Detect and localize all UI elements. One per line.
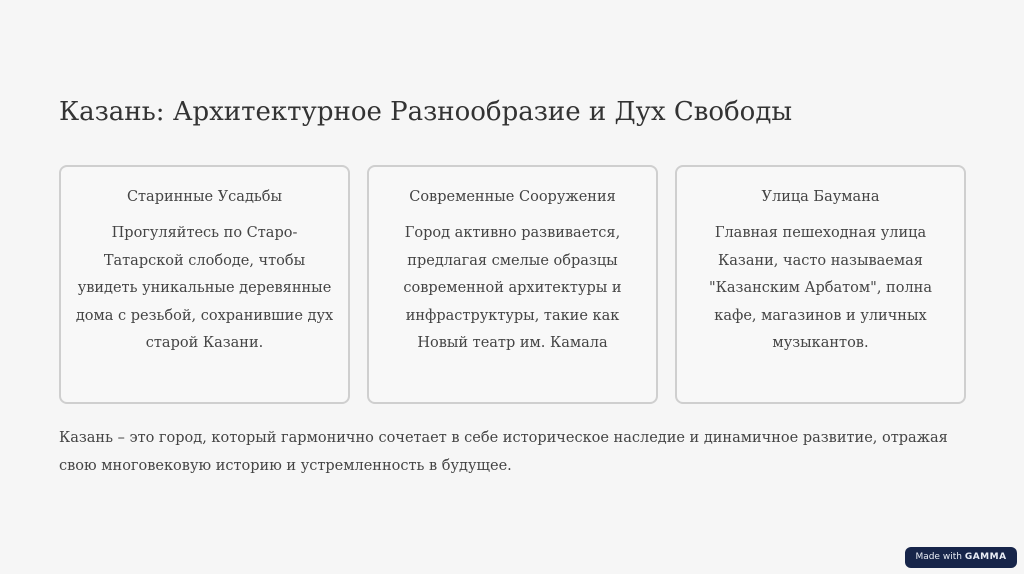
card-text: Город активно развивается, предлагая смелые образцы современной архитектуры и инфраструктуры, такие как Новый театр им. Камала <box>403 225 622 351</box>
card-bauman-street <box>675 165 966 404</box>
card-heading: Старинные Усадьбы <box>126 189 283 205</box>
card-text: Главная пешеходная улица Казани, часто называемая "Казанским Арбатом", полна кафе, магазинов и уличных музыкантов. <box>709 225 932 351</box>
gamma-logo: GAMMA <box>964 552 1007 562</box>
cards-row <box>59 165 966 404</box>
summary-text: Казань – это город, который гармонично сочетает в себе историческое наследие и динамичное развитие, отражая свою многовековую историю и устремленность в будущее. <box>59 430 948 474</box>
badge-prefix: Made with <box>915 552 962 562</box>
card-heading: Современные Сооружения <box>409 189 616 205</box>
card-heading: Улица Баумана <box>761 189 880 205</box>
card-text: Прогуляйтесь по Старо-Татарской слободе, чтобы увидеть уникальные деревянные дома с резьбой, сохранившие дух старой Казани. <box>75 225 334 351</box>
card-old-estates <box>59 165 350 404</box>
card-modern-buildings <box>367 165 658 404</box>
page-title: Казань: Архитектурное Разнообразие и Дух Свободы <box>59 97 793 127</box>
made-with-gamma-badge[interactable] <box>905 547 1017 568</box>
